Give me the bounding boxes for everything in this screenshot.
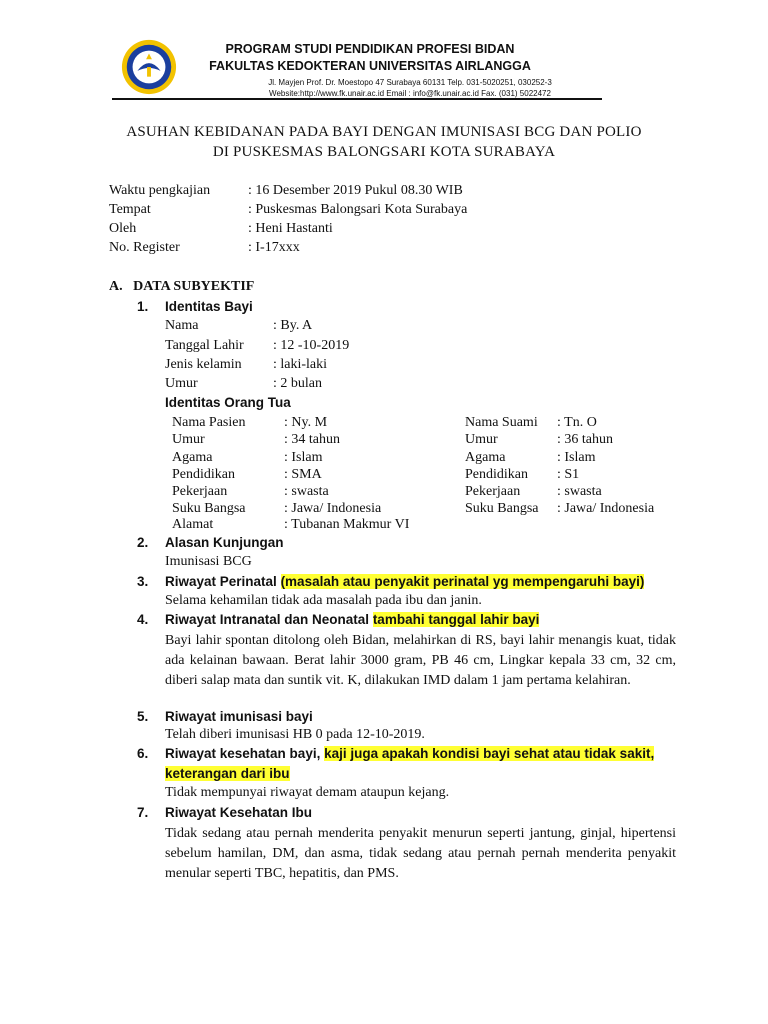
header-contact: Website:http://www.fk.unair.ac.id Email : info@fk.unair.ac.id Fax. (031) 5022472 — [269, 89, 551, 98]
field-label: Pekerjaan — [172, 484, 228, 499]
meta-label: Tempat — [109, 202, 151, 217]
field-value: : Islam — [557, 450, 596, 465]
field-label: Nama — [165, 318, 199, 333]
field-label: Umur — [172, 432, 205, 447]
document-title-line-2: DI PUSKESMAS BALONGSARI KOTA SURABAYA — [212, 144, 556, 160]
reviewer-note: kaji juga apakah kondisi bayi sehat atau tidak sakit, — [324, 746, 655, 761]
subsection-text: Imunisasi BCG — [165, 554, 252, 569]
subsection-title: Riwayat Perinatal — [165, 574, 281, 589]
field-label: Umur — [165, 376, 198, 391]
subsection-title: Riwayat Intranatal dan Neonatal — [165, 612, 373, 627]
reviewer-note: tambahi tanggal lahir bayi — [372, 612, 540, 627]
subsection-text: Tidak mempunyai riwayat demam ataupun kejang. — [165, 785, 450, 800]
subsection-paragraph: Bayi lahir spontan ditolong oleh Bidan, melahirkan di RS, bayi lahir menangis kuat, tidak ada kelainan bawaan. Berat lahir 3000 gram, PB 46 cm, Lingkar kepala 33 cm, 32 cm, diberi salap mata dan suntik vit. K, dilakukan IMD dalam 1 jam pertama kelahiran. — [165, 633, 676, 688]
item-number: 4. — [137, 612, 149, 627]
field-value: : Jawa/ Indonesia — [284, 501, 382, 516]
subsection-title: Riwayat imunisasi bayi — [165, 709, 313, 724]
subsection-heading-row — [165, 746, 654, 763]
field-value: : swasta — [557, 484, 602, 499]
section-heading: A. DATA SUBYEKTIF — [109, 279, 255, 294]
field-value: : By. A — [273, 318, 313, 333]
field-label: Jenis kelamin — [165, 357, 242, 372]
field-value: : 2 bulan — [273, 376, 322, 391]
field-value: : Ny. M — [284, 415, 328, 430]
reviewer-note: keterangan dari ibu — [165, 766, 290, 781]
field-value: : Jawa/ Indonesia — [557, 501, 655, 516]
meta-value: : Puskesmas Balongsari Kota Surabaya — [248, 202, 468, 217]
subsection-title: Alasan Kunjungan — [165, 535, 284, 550]
field-label: Agama — [465, 450, 506, 465]
meta-value: : I-17xxx — [248, 240, 300, 255]
item-number: 6. — [137, 746, 149, 761]
document-title-line-1: ASUHAN KEBIDANAN PADA BAYI DENGAN IMUNISASI BCG DAN POLIO — [126, 124, 642, 140]
header-line-2: FAKULTAS KEDOKTERAN UNIVERSITAS AIRLANGGA — [209, 59, 531, 73]
field-label: Pendidikan — [465, 467, 528, 482]
item-number: 2. — [137, 535, 149, 550]
meta-value: : 16 Desember 2019 Pukul 08.30 WIB — [248, 183, 463, 198]
meta-label: Oleh — [109, 221, 137, 236]
field-label: Agama — [172, 450, 213, 465]
letterhead — [0, 0, 768, 100]
subsection-text: Telah diberi imunisasi HB 0 pada 12-10-2019. — [165, 727, 425, 742]
reviewer-note: (masalah atau penyakit perinatal yg mempengaruhi bayi) — [280, 574, 645, 589]
subsection-title: Identitas Orang Tua — [165, 395, 291, 410]
field-label: Suku Bangsa — [172, 501, 246, 516]
subsection-heading-row — [165, 612, 539, 629]
item-number: 1. — [137, 299, 149, 314]
item-number: 3. — [137, 574, 149, 589]
subsection-text: Selama kehamilan tidak ada masalah pada ibu dan janin. — [165, 593, 482, 608]
item-number: 7. — [137, 805, 149, 820]
field-value: : 12 -10-2019 — [273, 338, 350, 353]
item-number: 5. — [137, 709, 149, 724]
meta-label: Waktu pengkajian — [109, 183, 211, 198]
field-value: : 34 tahun — [284, 432, 340, 447]
field-label: Nama Pasien — [172, 415, 246, 430]
field-value: : swasta — [284, 484, 329, 499]
field-value: : SMA — [284, 467, 322, 482]
field-value: : Tubanan Makmur VI — [284, 517, 410, 532]
header-address: Jl. Mayjen Prof. Dr. Moestopo 47 Surabaya 60131 Telp. 031-5020251, 030252-3 — [268, 78, 552, 87]
meta-label: No. Register — [109, 240, 180, 255]
header-divider — [112, 98, 602, 100]
field-label: Pendidikan — [172, 467, 235, 482]
field-label: Suku Bangsa — [465, 501, 539, 516]
reviewer-note-continued-row — [165, 766, 290, 783]
field-value: : Islam — [284, 450, 323, 465]
field-value: : Tn. O — [557, 415, 597, 430]
field-value: : laki-laki — [273, 357, 328, 372]
field-label: Tanggal Lahir — [165, 338, 244, 353]
subsection-paragraph: Tidak sedang atau pernah menderita penyakit menurun seperti jantung, ginjal, hipertensi sebelum hamilan, DM, dan asma, tidak sedang atau pernah pernah menderita penyakit menular seperti TBC, hepatitis, dan PMS. — [165, 826, 676, 881]
field-value: : S1 — [557, 467, 580, 482]
field-label: Umur — [465, 432, 498, 447]
field-label: Alamat — [172, 517, 214, 532]
subsection-title: Riwayat kesehatan bayi, — [165, 746, 325, 761]
field-label: Nama Suami — [465, 415, 538, 430]
subsection-heading-row — [165, 574, 644, 591]
meta-value: : Heni Hastanti — [248, 221, 333, 236]
field-value: : 36 tahun — [557, 432, 613, 447]
subsection-title: Identitas Bayi — [165, 299, 253, 314]
field-label: Pekerjaan — [465, 484, 521, 499]
header-line-1: PROGRAM STUDI PENDIDIKAN PROFESI BIDAN — [225, 42, 515, 56]
subsection-title: Riwayat Kesehatan Ibu — [165, 805, 313, 820]
